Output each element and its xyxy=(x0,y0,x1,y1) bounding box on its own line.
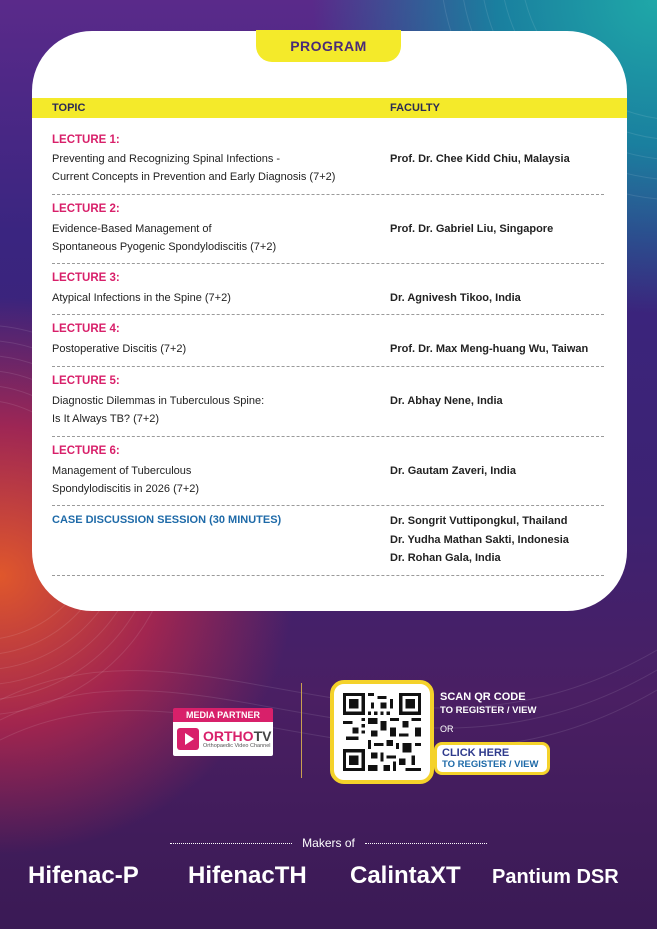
faculty-column-header: FACULTY xyxy=(390,102,440,114)
lecture-label: LECTURE 3: xyxy=(52,272,120,284)
scan-qr-subtitle: TO REGISTER / VIEW xyxy=(440,705,537,716)
brand-hifenac-th-logo: HifenacTH xyxy=(188,862,307,889)
lecture-row-2 xyxy=(52,196,604,264)
lecture-faculty: Dr. Agnivesh Tikoo, India xyxy=(390,292,521,304)
register-button[interactable] xyxy=(434,742,550,775)
brand-hifenac-p-logo: Hifenac-P xyxy=(28,862,139,889)
media-partner-label: MEDIA PARTNER xyxy=(173,708,273,722)
lecture-topic: Atypical Infections in the Spine (7+2) xyxy=(52,292,231,304)
vertical-divider xyxy=(301,683,302,778)
or-separator: OR xyxy=(440,724,454,734)
qr-code-icon xyxy=(343,693,421,771)
table-header xyxy=(32,98,627,118)
lecture-faculty: Prof. Dr. Chee Kidd Chiu, Malaysia xyxy=(390,153,570,165)
lecture-row-5 xyxy=(52,368,604,437)
lecture-row-6 xyxy=(52,438,604,506)
lecture-faculty: Prof. Dr. Max Meng-huang Wu, Taiwan xyxy=(390,343,589,355)
lecture-label: LECTURE 6: xyxy=(52,445,120,457)
brand-pantium-dsr-logo: Pantium DSR xyxy=(492,866,619,888)
case-discussion-label: CASE DISCUSSION SESSION (30 MINUTES) xyxy=(52,514,282,526)
lecture-topic: Evidence-Based Management of Spontaneous Pyogenic Spondylodiscitis (7+2) xyxy=(52,223,277,253)
makers-label: Makers of xyxy=(302,836,355,850)
orthotv-tagline: Orthopaedic Video Channel xyxy=(203,743,271,749)
register-button-subtitle: TO REGISTER / VIEW xyxy=(442,759,539,770)
lecture-topic: Preventing and Recognizing Spinal Infections - Current Concepts in Prevention and Early Diagnosis (7+2) xyxy=(52,153,336,183)
brand-calinta-xt-logo: CalintaXT xyxy=(350,862,461,889)
lecture-label: LECTURE 5: xyxy=(52,375,120,387)
lecture-row-4 xyxy=(52,316,604,367)
lecture-label: LECTURE 2: xyxy=(52,203,120,215)
scan-qr-title: SCAN QR CODE xyxy=(440,691,526,703)
media-partner-badge[interactable] xyxy=(173,708,273,756)
makers-divider-right xyxy=(365,843,487,844)
qr-code[interactable] xyxy=(330,680,434,784)
register-button-title: CLICK HERE xyxy=(442,747,510,759)
orthotv-logo: ORTHOTV xyxy=(203,728,272,744)
lecture-label: LECTURE 4: xyxy=(52,323,120,335)
case-discussion-row xyxy=(52,507,604,576)
lecture-faculty: Dr. Gautam Zaveri, India xyxy=(390,465,516,477)
lecture-row-3 xyxy=(52,265,604,315)
lecture-topic: Diagnostic Dilemmas in Tuberculous Spine: Is It Always TB? (7+2) xyxy=(52,395,265,425)
lecture-faculty: Dr. Abhay Nene, India xyxy=(390,395,503,407)
lecture-faculty: Prof. Dr. Gabriel Liu, Singapore xyxy=(390,223,554,235)
lecture-label: LECTURE 1: xyxy=(52,134,120,146)
topic-column-header: TOPIC xyxy=(52,102,86,114)
case-discussion-faculty: Dr. Songrit Vuttipongkul, Thailand Dr. Yudha Mathan Sakti, Indonesia Dr. Rohan Gala, India xyxy=(390,515,569,564)
program-title: PROGRAM xyxy=(256,30,401,62)
lecture-topic: Postoperative Discitis (7+2) xyxy=(52,343,187,355)
lecture-row-1 xyxy=(52,128,604,195)
lecture-topic: Management of Tuberculous Spondylodiscitis in 2026 (7+2) xyxy=(52,465,200,495)
play-icon xyxy=(177,728,199,750)
